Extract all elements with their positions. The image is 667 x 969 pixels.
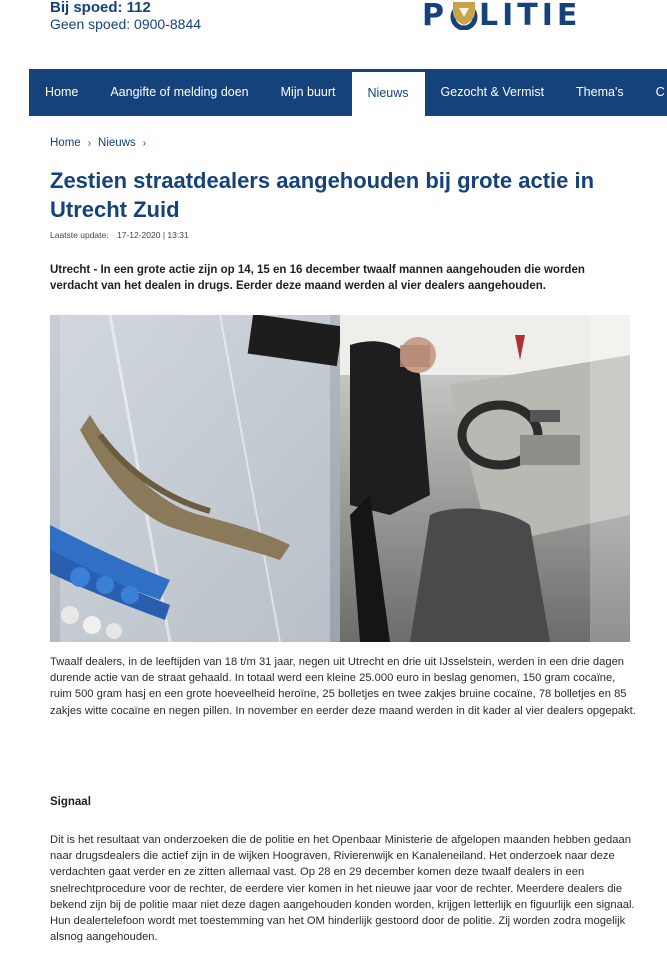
logo-text-left: P (422, 0, 448, 33)
last-update-value: 17-12-2020 | 13:31 (116, 230, 189, 240)
last-update (50, 230, 195, 240)
article-photo (50, 315, 630, 642)
nav-item-home[interactable]: Home (45, 85, 79, 99)
breadcrumb-nieuws[interactable]: Nieuws (98, 137, 136, 149)
subheading-signaal: Signaal (50, 796, 91, 808)
emergency-line[interactable]: Bij spoed: 112 (50, 0, 151, 16)
article-paragraph-2: Dit is het resultaat van onderzoeken die de politie en het Openbaar Ministerie de afgelopen maanden hebben gedaan naar drugsdealers die actief zijn in de wijken Hoograven, Rivierenwijk en Kanaleneiland. Het onderzoek naar deze verdachten gaat verder en ze zitten allemaal vast. Op 28 en 29 december komen deze twaalf dealers in een snelrechtprocedure voor de rechter, de eerdere vier komen in het nieuwe jaar voor de rechter. Meerdere dealers die bekend zijn bij de politie maar niet deze dagen aangehouden konden worden, krijgen letterlijk en figuurlijk een signaal. Hun dealertelefoon wordt met toestemming van het OM hinderlijk gestoord door de politie. Zij worden zodra mogelijk alsnog aangehouden. (50, 834, 635, 944)
main-navigation (29, 69, 667, 116)
logo-text-right: LITIE (479, 0, 582, 33)
non-emergency-line[interactable]: Geen spoed: 0900-8844 (50, 16, 202, 32)
nav-item-mijn-buurt[interactable]: Mijn buurt (280, 85, 336, 99)
police-badge-icon (450, 0, 478, 30)
top-header (0, 0, 667, 69)
last-update-label: Laatste update: (50, 230, 109, 240)
nav-item-aangifte[interactable]: Aangifte of melding doen (110, 85, 249, 99)
article-paragraph-1: Twaalf dealers, in de leeftijden van 18 t/m 31 jaar, negen uit Utrecht en drie uit IJsselstein, werden in een drie dagen durende actie van de straat gehaald. In totaal werd een kleine 25.000 euro in beslag genomen, 150 gram cocaïne, ruim 500 gram hasj en een grote hoeveelheid heroïne, 25 bolletjes en twee zakjes bruine cocaïne, 78 bolletjes en 85 zakjes witte cocaïne en negen pillen. In november en eerder deze maand werden in dit kader al vier dealers opgepakt. (50, 656, 636, 717)
nav-item-truncated[interactable]: C (655, 85, 665, 99)
nav-item-gezocht-vermist[interactable]: Gezocht & Vermist (440, 85, 545, 99)
breadcrumb (50, 137, 153, 149)
politie-logo[interactable] (422, 0, 581, 34)
breadcrumb-home[interactable]: Home (50, 137, 81, 149)
emergency-numbers (50, 0, 201, 33)
article-lead: Utrecht - In een grote actie zijn op 14, 15 en 16 december twaalf mannen aangehouden die worden verdacht van het dealen in drugs. Eerder deze maand werden al vier dealers aangehouden. (50, 264, 585, 292)
chevron-right-icon: › (87, 137, 92, 149)
page-title: Zestien straatdealers aangehouden bij grote actie in Utrecht Zuid (50, 168, 595, 222)
nav-item-nieuws[interactable]: Nieuws (352, 69, 425, 116)
nav-item-themas[interactable]: Thema's (576, 85, 624, 99)
chevron-right-icon: › (142, 137, 147, 149)
